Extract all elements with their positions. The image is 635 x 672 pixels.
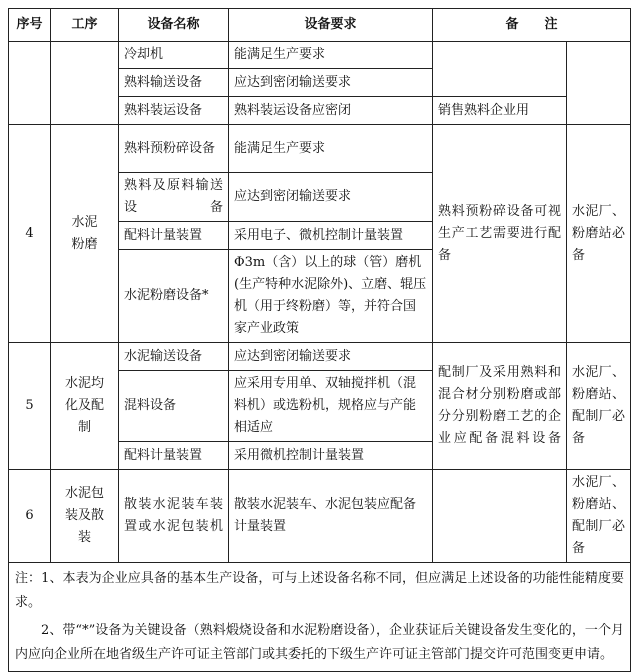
table-row — [9, 343, 631, 371]
requirement-cell: 应达到密闭输送要求 — [229, 69, 433, 97]
scope-cell: 水泥厂、粉磨站、配制厂必备 — [567, 470, 631, 563]
seq-cell: 4 — [9, 125, 51, 343]
name-cell: 混料设备 — [119, 371, 229, 442]
name-cell: 熟料输送设备 — [119, 69, 229, 97]
requirement-cell: 应达到密闭输送要求 — [229, 343, 433, 371]
notes-cell — [9, 563, 631, 672]
name-cell: 熟料预粉碎设备 — [119, 125, 229, 173]
requirement-cell: 采用电子、微机控制计量装置 — [229, 222, 433, 250]
requirement-cell: 应采用专用单、双轴搅拌机（混料机）或选粉机，规格应与产能相适应 — [229, 371, 433, 442]
table-row — [9, 42, 631, 69]
seq-cell: 6 — [9, 470, 51, 563]
scope-cell — [567, 42, 631, 125]
table-row — [9, 470, 631, 563]
process-cell: 水泥均化及配制 — [51, 343, 119, 470]
name-cell: 散装水泥装车装置或水泥包装机 — [119, 470, 229, 563]
table-header-row — [9, 9, 631, 42]
header-name: 设备名称 — [119, 9, 229, 42]
scope-cell: 水泥厂、粉磨站必备 — [567, 125, 631, 343]
requirement-cell: 熟料装运设备应密闭 — [229, 97, 433, 125]
process-cell — [51, 42, 119, 125]
seq-cell — [9, 42, 51, 125]
table-row — [9, 125, 631, 173]
name-cell: 水泥粉磨设备* — [119, 250, 229, 343]
requirement-cell: 散装水泥装车、水泥包装应配备计量装置 — [229, 470, 433, 563]
remark-cell: 熟料预粉碎设备可视生产工艺需要进行配备 — [433, 125, 567, 343]
remark-cell: 配制厂及采用熟料和混合材分别粉磨或部分分别粉磨工艺的企业应配备混料设备 — [433, 343, 567, 470]
remark-cell — [433, 42, 567, 97]
seq-cell: 5 — [9, 343, 51, 470]
name-cell: 熟料及原料输送设备 — [119, 173, 229, 222]
header-remark: 备 注 — [433, 9, 631, 42]
requirement-cell: 能满足生产要求 — [229, 125, 433, 173]
requirement-cell: Φ3m（含）以上的球（管）磨机(生产特种水泥除外)、立磨、辊压机（用于终粉磨）等，并符合国家产业政策 — [229, 250, 433, 343]
header-process: 工序 — [51, 9, 119, 42]
remark-cell — [433, 470, 567, 563]
requirement-cell: 能满足生产要求 — [229, 42, 433, 69]
remark-cell: 销售熟料企业用 — [433, 97, 567, 125]
requirement-cell: 应达到密闭输送要求 — [229, 173, 433, 222]
name-cell: 水泥输送设备 — [119, 343, 229, 371]
name-cell: 配料计量装置 — [119, 222, 229, 250]
note-1: 注：1、本表为企业应具备的基本生产设备，可与上述设备名称不同，但应满足上述设备的功能性能精度要求。 — [15, 571, 625, 610]
name-cell: 熟料装运设备 — [119, 97, 229, 125]
header-requirement: 设备要求 — [229, 9, 433, 42]
note-2: 2、带“*”设备为关键设备（熟料煅烧设备和水泥粉磨设备），企业获证后关键设备发生变化的，一个月内应向企业所在地省级生产许可证主管部门或其委托的下级生产许可证主管部门提交许可范围变更申请。 — [15, 623, 625, 662]
equipment-requirements-table — [8, 8, 631, 672]
header-seq: 序号 — [9, 9, 51, 42]
name-cell: 冷却机 — [119, 42, 229, 69]
notes-row — [9, 563, 631, 672]
process-cell: 水泥粉磨 — [51, 125, 119, 343]
name-cell: 配料计量装置 — [119, 442, 229, 470]
scope-cell: 水泥厂、粉磨站、配制厂必备 — [567, 343, 631, 470]
requirement-cell: 采用微机控制计量装置 — [229, 442, 433, 470]
process-cell: 水泥包装及散装 — [51, 470, 119, 563]
